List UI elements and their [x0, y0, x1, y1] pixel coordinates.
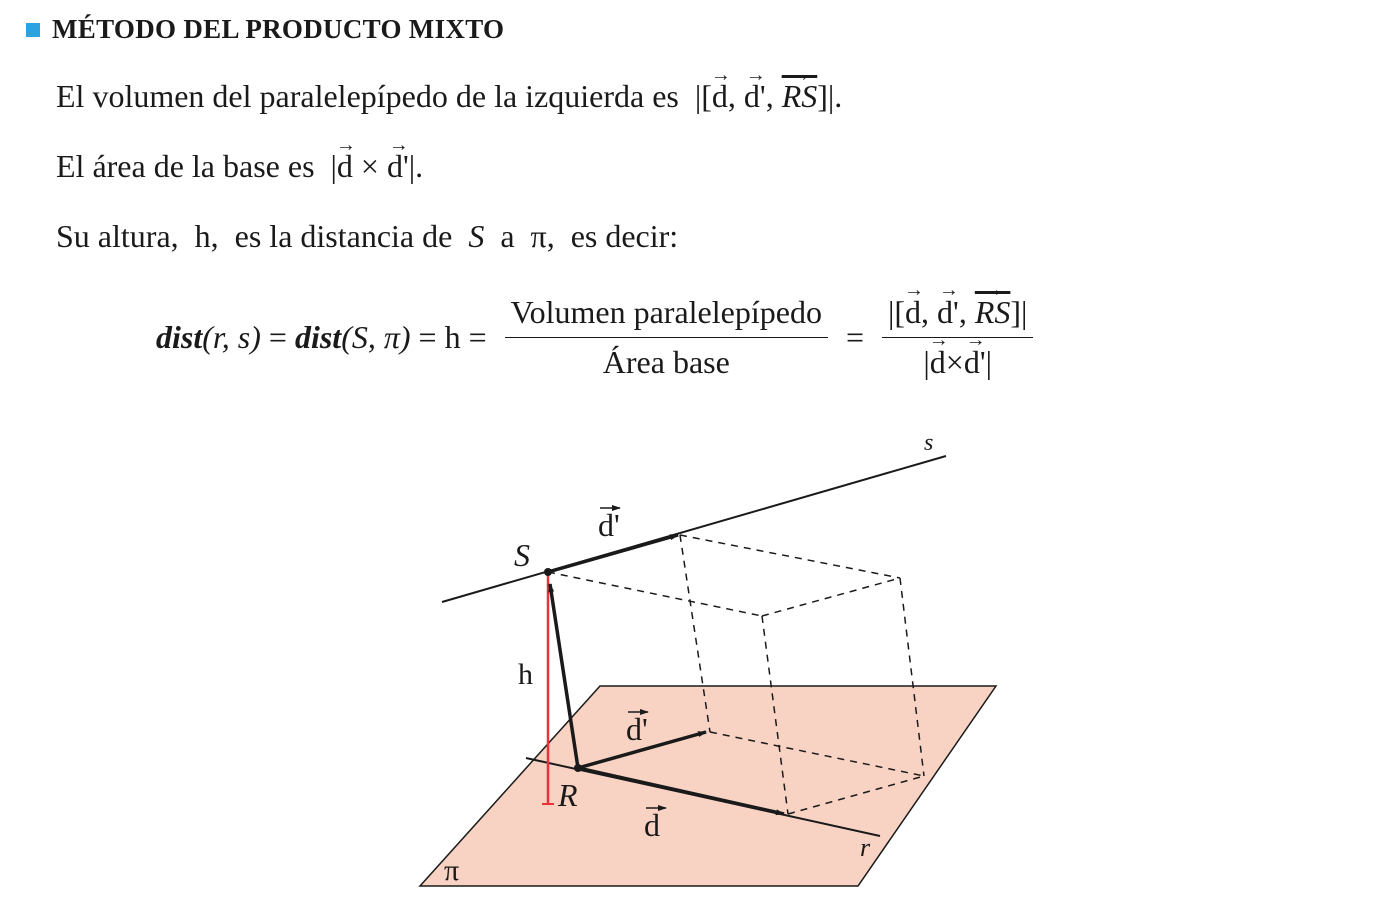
- point-s-symbol: S: [468, 218, 485, 254]
- vector-d: → d: [337, 148, 353, 185]
- vector-d-prime: → d': [387, 148, 409, 185]
- label-h: h: [518, 658, 533, 691]
- point-r: [574, 764, 582, 772]
- line-s: [442, 456, 946, 602]
- vector-d: → d: [930, 344, 946, 381]
- vector-d: → d: [905, 294, 921, 331]
- fraction-numerator: |[→ d, → d', → $\overline{RS}]|$: [882, 294, 1033, 338]
- vector-rs: → $\overline{RS}$: [782, 78, 818, 115]
- vector-rs: → $\overline{RS}$: [975, 294, 1011, 331]
- height-text-a2: a: [500, 218, 515, 254]
- dist-args-spi: (S, π): [341, 318, 411, 355]
- area-sentence: El área de la base es |→ d × → d'|.: [56, 148, 423, 185]
- dist-args-rs: (r, s): [202, 318, 261, 355]
- height-symbol: h,: [194, 218, 219, 254]
- height-symbol: h: [444, 318, 461, 355]
- times-symbol: ×: [945, 343, 964, 380]
- label-d-prime-top: d': [598, 507, 620, 543]
- dist-function: dist: [156, 318, 203, 355]
- label-d: d: [644, 807, 660, 843]
- label-d-prime-mid: d': [626, 711, 648, 747]
- height-text-c: es decir:: [570, 218, 679, 254]
- dist-function: dist: [294, 318, 342, 355]
- distance-formula: dist (r, s) = dist (S, π) = h = $\frac{\text{Volumen paralelepípedo}}{\text{Área base}}$ = $\frac{|[\to d, \to d', \to \overline{RS}]|}{|\to d\times\to d'|}$: [156, 282, 1043, 392]
- height-text-b: es la distancia de: [234, 218, 453, 254]
- label-point-r: R: [558, 777, 578, 813]
- label-pi: π: [444, 854, 460, 887]
- fraction-denominator: Área base: [602, 343, 730, 380]
- label-point-s: S: [514, 537, 530, 573]
- times-symbol: ×: [360, 148, 379, 184]
- volume-sentence: El volumen del paralelepípedo de la izquierda es |[→ d, → d', → $\overline{RS}]|$.: [56, 78, 842, 115]
- vector-d-prime: → d': [964, 344, 986, 381]
- label-s: s: [924, 430, 934, 456]
- fraction-numerator: Volumen paralelepípedo: [505, 294, 828, 338]
- area-text: El área de la base es: [56, 148, 315, 184]
- point-s: [544, 568, 552, 576]
- vector-d-prime: → d': [744, 78, 766, 115]
- section-title: MÉTODO DEL PRODUCTO MIXTO: [52, 14, 505, 44]
- vector-d-prime: → d': [937, 294, 959, 331]
- label-r: r: [860, 833, 871, 862]
- volume-text: El volumen del paralelepípedo de la izquierda es: [56, 78, 679, 114]
- fraction-denominator: |→ d×→ d'|: [917, 338, 998, 381]
- vector-d: → d: [712, 78, 728, 115]
- height-text-a: Su altura,: [56, 218, 179, 254]
- plane-pi-symbol: π,: [530, 218, 555, 254]
